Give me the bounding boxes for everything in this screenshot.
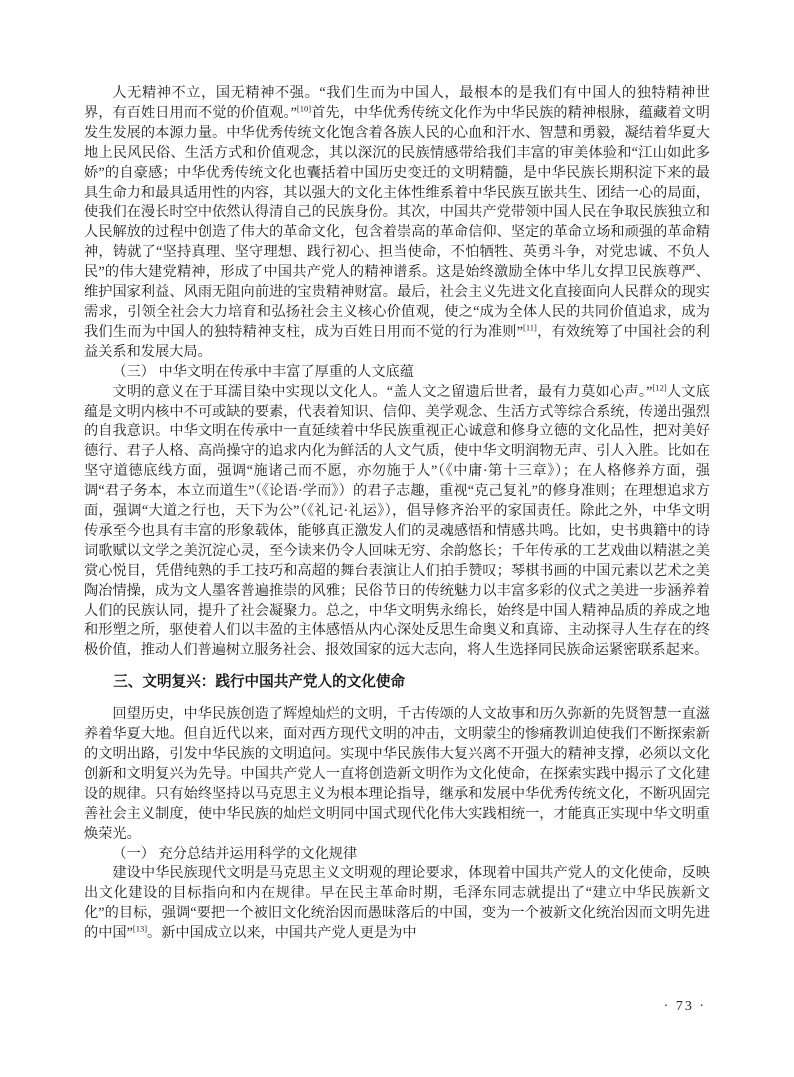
body-paragraph-2 bbox=[84, 383, 710, 662]
paragraph-text: 人无精神不立，国无精神不强。“我们生而为中国人，最根本的是我们有中国人的独特精神世界，有百姓日用而不觉的价值观。” bbox=[84, 85, 710, 121]
footnote-reference-11: [11] bbox=[523, 322, 537, 333]
paragraph-text: 人文底蕴是文明内核中不可或缺的要素，代表着知识、信仰、美学观念、生活方式等综合系统，传递出强烈的自我意识。中华文明在传承中一直延续着中华民族重视正心诚意和修身立德的文化品性，把对美好德行、君子人格、高尚操守的追求内化为鲜活的人文气质，使中华文明润物无声、引人入胜。比如在坚守道德底线方面，强调“施诸己而不愿，亦勿施于人”（《中庸·第十三章》）；在人格修养方面，强调“君子务本，本立而道生”（《论语·学而》）的君子志趣，重视“克己复礼”的修身准则；在理想追求方面，强调“大道之行也，天下为公”（《礼记·礼运》），倡导修齐治平的家国责任。除此之外，中华文明传承至今也具有丰富的形象载体，能够真正激发人们的灵魂感悟和情感共鸣。比如，史书典籍中的诗词歌赋以文学之美沉淀心灵，至今读来仍令人回味无穷、余韵悠长；千年传承的工艺戏曲以精湛之美赏心悦目，凭借纯熟的手工技巧和高超的舞台表演让人们拍手赞叹；琴棋书画的中国元素以艺术之美陶冶情操，成为文人墨客普遍推崇的风雅；民俗节日的传统魅力以丰富多彩的仪式之美进一步涵养着人们的民族认同，提升了社会凝聚力。总之，中华文明隽永绵长，始终是中国人精神品质的养成之地和形塑之所，驱使着人们以丰盈的主体感悟从内心深处反思生命奥义和真谛、主动探寻人生存在的终极价值，推动人们普遍树立服务社会、报效国家的远大志向，将人生选择同民族命运紧密联系起来。 bbox=[84, 383, 710, 659]
subsection-heading-1: （一） 充分总结并运用科学的文化规律 bbox=[112, 845, 358, 862]
footnote-reference-10: [10] bbox=[296, 103, 312, 114]
section-heading: 三、文明复兴：践行中国共产党人的文化使命 bbox=[113, 674, 406, 691]
paragraph-text: 文明的意义在于耳濡目染中实现以文化人。“盖人文之留遗后世者，最有力莫如心声。” bbox=[112, 383, 653, 400]
body-paragraph-1 bbox=[84, 84, 710, 363]
page-number: · 73 · bbox=[663, 999, 706, 1015]
footnote-reference-13: [13] bbox=[132, 923, 148, 934]
footnote-reference-12: [12] bbox=[652, 381, 667, 392]
paragraph-text: 建设中华民族现代文明是马克思主义文明观的理论要求，体现着中国共产党人的文化使命，反映出文化建设的目标指向和内在规律。早在民主革命时期，毛泽东同志就提出了“建立中华民族新文化”的目标，强调“要把一个被旧文化统治因而愚昧落后的中国，变为一个被新文化统治因而文明先进的中国” bbox=[84, 865, 710, 942]
body-paragraph-3: 回望历史，中华民族创造了辉煌灿烂的文明，千古传颂的人文故事和历久弥新的先贤智慧一直滋养着华夏大地。但自近代以来，面对西方现代文明的冲击，文明蒙尘的惨痛教训迫使我们不断探索新的文明出路，引发中华民族的文明追问。实现中华民族伟大复兴离不开强大的精神支撑，必须以文化创新和文明复兴为先导。中国共产党人一直将创造新文明作为文化使命，在探索实践中揭示了文化建设的规律。只有始终坚持以马克思主义为根本理论指导，继承和发展中华优秀传统文化，不断巩固完善社会主义制度，使中华民族的灿烂文明同中国式现代化伟大实践相统一，才能真正实现中华文明重焕荣光。 bbox=[84, 706, 710, 842]
subsection-heading-3: （三） 中华文明在传承中丰富了厚重的人文底蕴 bbox=[112, 363, 414, 380]
paragraph-text: ，有效统筹了中国社会的利益关系和发展大局。 bbox=[84, 323, 710, 360]
paragraph-text: 。新中国成立以来，中国共产党人更是为中 bbox=[147, 925, 417, 942]
body-paragraph-4 bbox=[84, 864, 710, 944]
paragraph-text: 首先，中华优秀传统文化作为中华民族的精神根脉，蕴藏着文明发生发展的本源力量。中华优秀传统文化饱含着各族人民的心血和汗水、智慧和勇毅，凝结着华夏大地上民风民俗、生活方式和价值观念，其以深沉的民族情感带给我们丰富的审美体验和“江山如此多娇”的自豪感；中华优秀传统文化也囊括着中国历史变迁的文明精髓，是中华民族长期积淀下来的最具生命力和最具适用性的内容，其以强大的文化主体性维系着中华民族互嵌共生、团结一心的局面，使我们在漫长时空中依然认得清自己的民族身份。其次，中国共产党带领中国人民在争取民族独立和人民解放的过程中创造了伟大的革命文化，包含着崇高的革命信仰、坚定的革命立场和顽强的革命精神，铸就了“坚持真理、坚守理想、践行初心、担当使命，不怕牺牲、英勇斗争，对党忠诚、不负人民”的伟大建党精神，形成了中国共产党人的精神谱系。这是始终激励全体中华儿女捍卫民族尊严、维护国家利益、风雨无阻向前进的宝贵精神财富。最后，社会主义先进文化直接面向人民群众的现实需求，引领全社会大力培育和弘扬社会主义核心价值观，使之“成为全体人民的共同价值追求，成为我们生而为中国人的独特精神支柱，成为百姓日用而不觉的行为准则” bbox=[84, 104, 710, 340]
